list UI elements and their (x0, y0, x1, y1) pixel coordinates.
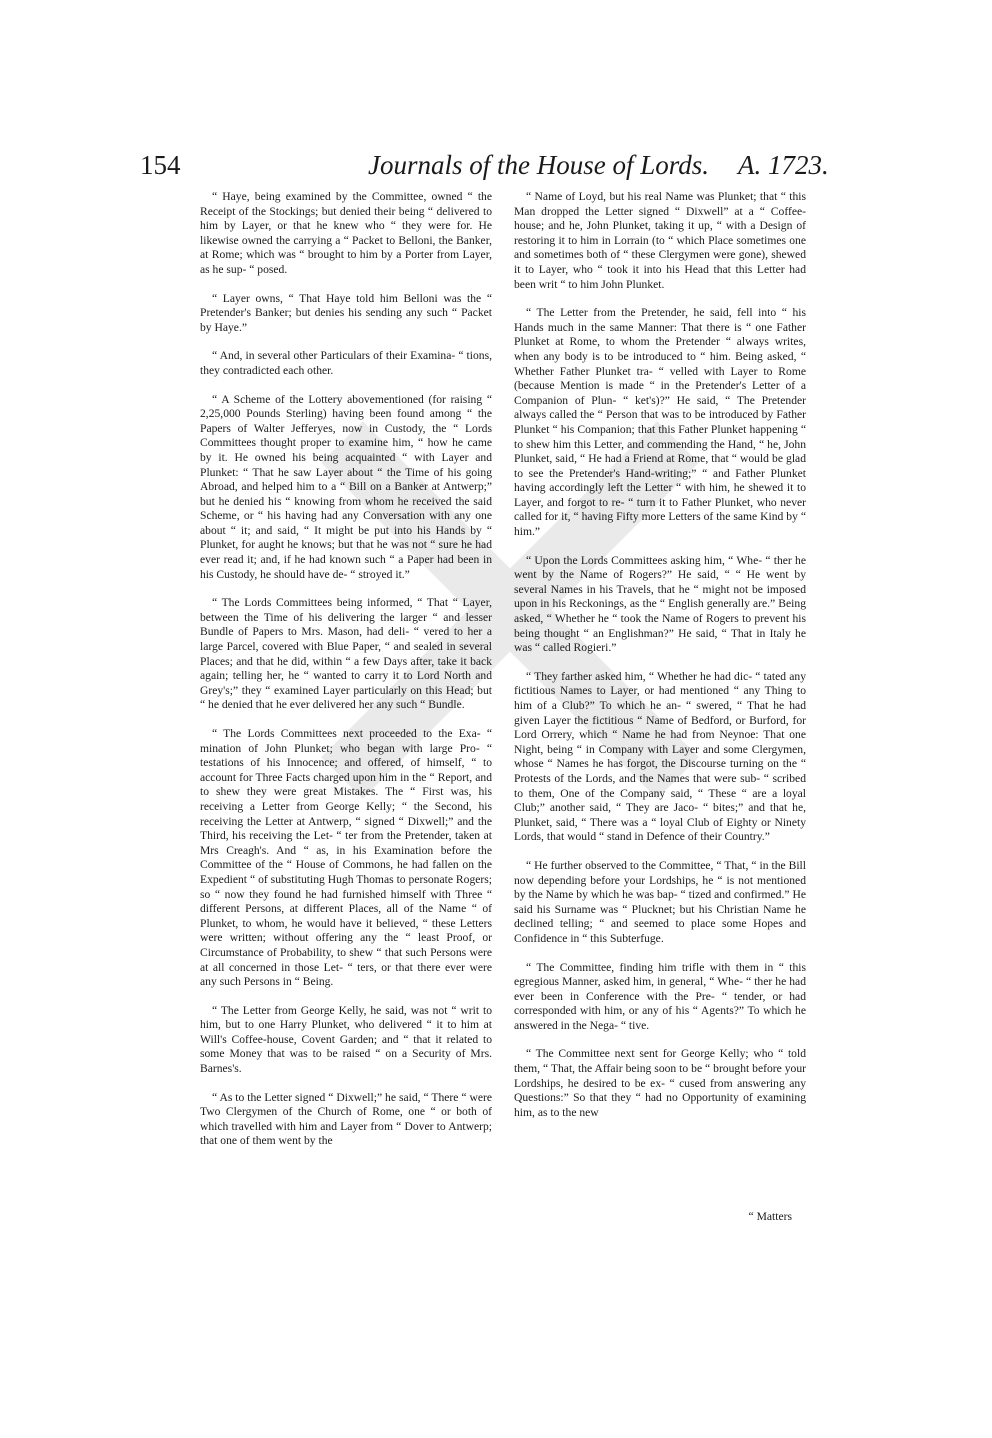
paragraph: “ He further observed to the Committee, “ That, “ in the Bill now depending before your Lordships, he “ is not mentioned by the Name by which he was bap- “ tized and confirmed.” He said his Surname was “ Plucknet; but his Christian Name he declined telling; “ and seemed to place some Hopes and Confidence in “ this Subterfuge. (514, 858, 806, 945)
right-column (514, 190, 806, 1134)
paragraph: “ As to the Letter signed “ Dixwell;” he said, “ There “ were Two Clergymen of the Church of Rome, one “ or both of which travelled with him and Layer from “ Dover to Antwerp; that one of them went by the (200, 1090, 492, 1148)
paragraph: “ Name of Loyd, but his real Name was Plunket; that “ this Man dropped the Letter signed “ Dixwell” at a “ Coffee-house; and he, John Plunket, taking it up, “ with a Design of restoring it to him in Lorrain (to “ which Place sometimes one and sometimes both of “ these Clergymen were gone), shewed it to Layer, who “ took it into his Head that this Letter had been writ “ to him John Plunket. (514, 190, 806, 291)
left-column (200, 190, 492, 1163)
paragraph: “ The Committee, finding him trifle with them in “ this egregious Manner, asked him, in general, “ Whe- “ ther he had ever been in Conference with the Pre- “ tender, or had corresponded with him, or any of his “ Agents?” To which he answered in the Nega- “ tive. (514, 960, 806, 1032)
page-header (0, 150, 992, 186)
catchword: “ Matters (748, 1210, 792, 1223)
paragraph: “ The Lords Committees next proceeded to the Exa- “ mination of John Plunket; who began with large Pro- “ testations of his Innocence; and offered, of himself, “ to account for Three Facts charged upon him in the “ Report, and to shew they were great Mistakes. The “ First was, his receiving a Letter from George Kelly; “ the Second, his receiving the Letter at Antwerp, “ signed “ Dixwell;” and the Third, his receiving the Let- “ ter from the Pretender, taken at Mrs Creagh's. And “ as, in his Examination before the Committee of the “ House of Commons, he had fallen on the Expedient “ of substituting Hugh Thomas to personate Rogers; so “ now they found he had furnished himself with Three “ different Persons, at different Places, all of the Name “ of Plunket, to whom, he would have it believed, “ these Letters were written; without offering any the “ least Proof, or Circumstance of Probability, to shew “ that such Persons were at all concerned in those Let- “ ters, or that there ever were any such Persons in “ Being. (200, 727, 492, 989)
page-number: 154 (140, 150, 181, 180)
paragraph: “ The Letter from the Pretender, he said, fell into “ his Hands much in the same Manner: That there is “ one Father Plunket at Rome, to whom the Pretender “ always writes, when any body is to be introduced to “ him. Being asked, “ Whether Father Plunket tra- “ velled with Layer to Rome (because Mention is made “ in the Pretender's Letter of a Companion of Plun- “ ket's)?” He said, “ The Pretender always called the “ Person that was to be introduced by Father Plunket “ his Companion; that this Father Plunket happening “ to shew him this Letter, and commending the Hand, “ he, John Plunket, said, “ He had a Friend at Rome, that “ would be glad to see the Pretender's Hand-writing;” “ and Father Plunket having accordingly left the Letter “ with him, he shewed it to Layer, and forgot to re- “ turn it to Father Plunket, who never called for it, “ having Fifty more Letters of the same Kind by “ him.” (514, 306, 806, 539)
paragraph: “ The Lords Committees being informed, “ That “ Layer, between the Time of his delivering the larger “ and lesser Bundle of Papers to Mrs. Mason, had deli- “ vered to her a large Parcel, covered with Blue Paper, “ and sealed in several Places; and that he did, within “ a few Days after, take it back again; telling her, he “ wanted to carry it to Lord North and Grey's;” they “ examined Layer particularly on this Head; but “ he denied that he ever delivered her any such “ Bundle. (200, 596, 492, 712)
paragraph: “ They farther asked him, “ Whether he had dic- “ tated any fictitious Names to Layer, or had mentioned “ any Thing to him of a Club?” To which he an- “ swered, “ That he had given Layer the fictitious “ Name of Bedford, or Burford, for Lord Orrery, which “ Name he had from Neynoe: That one Night, being “ in Company with Layer and some Clergymen, whose “ Names he has forgot, the Discourse turning on the “ Protests of the Lords, and the Names that were sub- “ scribed to them, One of the Company said, “ These “ are a loyal Club;” another said, “ They are Jaco- “ bites;” and that he, Plunket, said, “ There was a “ loyal Club of Eighty or Ninety Lords, that would “ stand in Defence of their Country.” (514, 669, 806, 844)
paragraph: “ And, in several other Particulars of their Examina- “ tions, they contradicted each other. (200, 349, 492, 377)
paragraph: “ Upon the Lords Committees asking him, “ Whe- “ ther he went by the Name of Rogers?” He said, “ “ He went by several Names in his Travels, that he “ might not be imposed upon in his Reckonings, as the “ English generally are.” Being asked, “ Whether he “ took the Name of Rogers to prevent his being thought “ an Englishman?” He said, “ That in Italy he was “ called Rogieri.” (514, 553, 806, 655)
paragraph: “ Haye, being examined by the Committee, owned “ the Receipt of the Stockings; but denied their being “ delivered to him by Layer, or that he knew who “ they were for. He likewise owned the carrying a “ Packet to Belloni, the Banker, at Rome; which was “ brought to him by a Porter from Layer, as he sup- “ posed. (200, 190, 492, 276)
paragraph: “ The Letter from George Kelly, he said, was not “ writ to him, but to one Harry Plunket, who delivered “ it to him at Will's Coffee-house, Covent Garden; and “ that it related to some Money that was to be raised “ on a Security of Mrs. Barnes's. (200, 1003, 492, 1076)
year-heading: A. 1723. (738, 150, 829, 180)
running-title: Journals of the House of Lords. (368, 150, 710, 180)
paragraph: “ A Scheme of the Lottery abovementioned (for raising “ 2,25,000 Pounds Sterling) having been found among “ the Papers of Walter Jefferyes, now in Custody, the “ Lords Committees thought proper to examine him, “ how he came by it. He owned his being acquainted “ with Layer and Plunket: “ That he saw Layer about “ the Time of his going Abroad, and helped him to a “ Bill on a Banker at Antwerp;” but he denied his “ knowing from whom he received the said Scheme, or “ his having had any Conversation with any one about “ it; and said, “ It might be put into his Hands by “ Plunket, for aught he knows; but that he was not “ sure he had ever read it; and, if he had known such “ a Paper had been in his Custody, he should have de- “ stroyed it.” (200, 392, 492, 581)
paragraph: “ Layer owns, “ That Haye told him Belloni was the “ Pretender's Banker; but denies his sending any such “ Packet by Haye.” (200, 291, 492, 334)
paragraph: “ The Committee next sent for George Kelly; who “ told them, “ That, the Affair being soon to be “ brought before your Lordships, he desired to be ex- “ cused from answering any Questions:” So that they “ had no Opportunity of examining him, as to the new (514, 1047, 806, 1119)
